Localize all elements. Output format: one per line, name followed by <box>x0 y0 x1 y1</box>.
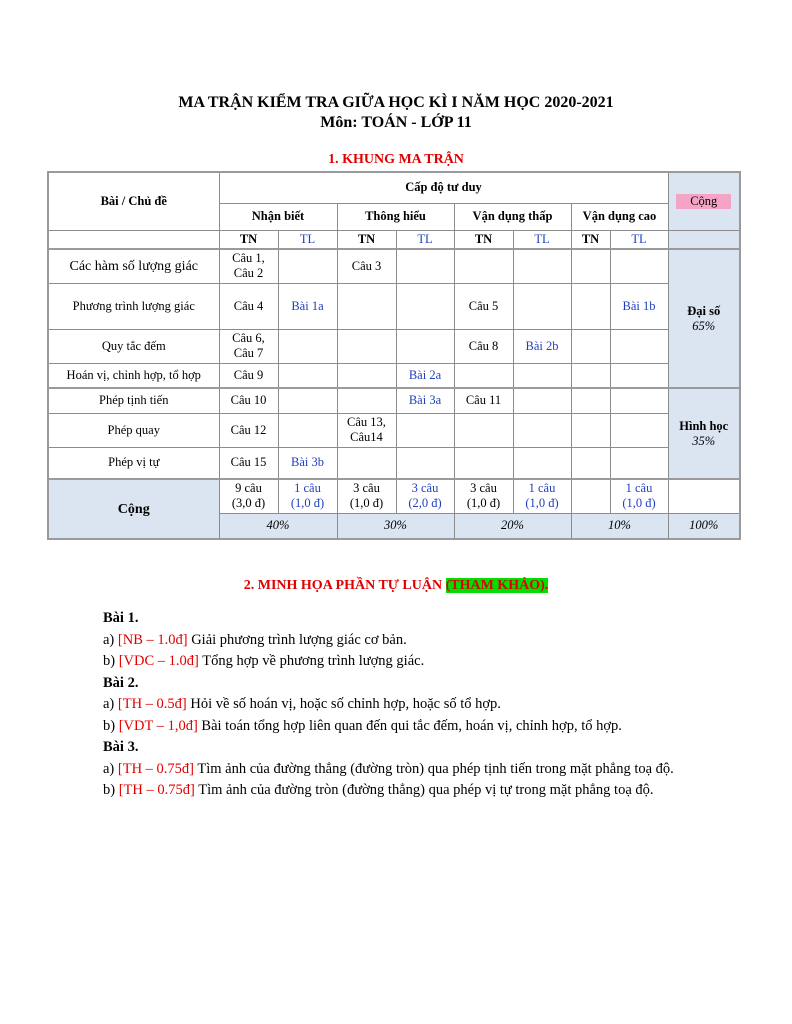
percent-total: 100% <box>668 513 740 539</box>
cell-th-tl <box>396 249 454 283</box>
cell-nb-tn: Câu 6, Câu 7 <box>219 329 278 363</box>
section2-title <box>0 578 792 594</box>
topic-cell: Quy tắc đếm <box>48 329 219 363</box>
score-tag: [VDT – 1,0đ] <box>118 717 198 734</box>
cell-vdt-tl <box>513 413 571 447</box>
document-title: MA TRẬN KIỂM TRA GIỮA HỌC KÌ I NĂM HỌC 2020-2021 <box>178 94 614 111</box>
topic-cell: Phép quay <box>48 413 219 447</box>
group-name: Hình học <box>679 418 729 433</box>
percent-th: 30% <box>337 513 454 539</box>
score-tag: [TH – 0.75đ] <box>118 782 195 798</box>
document-subtitle: Môn: TOÁN - LỚP 11 <box>320 114 472 131</box>
essay-item: b) [TH – 0.75đ] Tìm ảnh của đường tròn (đường thẳng) qua phép vị tự trong mặt phẳng toạ độ. <box>103 782 654 798</box>
cell-vdt-tl <box>513 388 571 413</box>
essay-item: a) [TH – 0.75đ] Tìm ảnh của đường thẳng (đường tròn) qua phép tịnh tiến trong mặt phẳng toạ độ. <box>103 760 674 777</box>
essay-heading: Bài 3. <box>103 739 139 755</box>
header-tl: TL <box>610 230 668 249</box>
total-th-tl: 3 câu (2,0 đ) <box>396 479 454 513</box>
cell-nb-tl: Bài 3b <box>278 447 337 479</box>
cell-vdt-tl <box>513 249 571 283</box>
cell-nb-tn: Câu 10 <box>219 388 278 413</box>
essay-item: b) [VDT – 1,0đ] Bài toán tổng hợp liên quan đến qui tắc đếm, hoán vị, chỉnh hợp, tổ hợp. <box>103 717 622 734</box>
cell-vdc-tl <box>610 413 668 447</box>
cell-nb-tn: Câu 4 <box>219 283 278 329</box>
cell-th-tl: Bài 3a <box>396 388 454 413</box>
cell-vdc-tl: Bài 1b <box>610 283 668 329</box>
cell-th-tn <box>337 363 396 388</box>
table-row <box>48 329 740 363</box>
cell-vdc-tn <box>571 283 610 329</box>
header-tn: TN <box>454 230 513 249</box>
topic-cell: Phương trình lượng giác <box>48 283 219 329</box>
topic-cell: Các hàm số lượng giác <box>48 249 219 283</box>
cell-vdt-tn <box>454 413 513 447</box>
header-level: Cấp độ tư duy <box>219 172 668 203</box>
header-tl: TL <box>278 230 337 249</box>
header-tn: TN <box>571 230 610 249</box>
header-tl: TL <box>513 230 571 249</box>
cell-nb-tl <box>278 329 337 363</box>
header-total: Cộng <box>668 172 740 230</box>
group-algebra <box>668 249 740 388</box>
score-tag: [VDC – 1.0đ] <box>118 653 199 669</box>
essay-heading: Bài 1. <box>103 610 139 626</box>
total-vdt-tn: 3 câu (1,0 đ) <box>454 479 513 513</box>
header-level-th: Thông hiểu <box>337 203 454 230</box>
cell-vdt-tn <box>454 249 513 283</box>
section2-title-text: 2. MINH HỌA PHẦN TỰ LUẬN <box>243 578 446 593</box>
total-vdc-tl: 1 câu (1,0 đ) <box>610 479 668 513</box>
cell-vdt-tn <box>454 447 513 479</box>
cell-nb-tn: Câu 1, Câu 2 <box>219 249 278 283</box>
score-tag: [TH – 0.5đ] <box>117 696 187 712</box>
table-row <box>48 413 740 447</box>
score-tag: [NB – 1.0đ] <box>117 631 188 648</box>
cell-th-tl: Bài 2a <box>396 363 454 388</box>
table-row <box>48 388 740 413</box>
essay-item: a) [NB – 1.0đ] Giải phương trình lượng giác cơ bản. <box>103 631 407 648</box>
section1-title: 1. KHUNG MA TRẬN <box>328 152 464 167</box>
cell-nb-tl <box>278 249 337 283</box>
cell-nb-tl: Bài 1a <box>278 283 337 329</box>
total-nb-tn: 9 câu (3,0 đ) <box>219 479 278 513</box>
cell-vdc-tn <box>571 447 610 479</box>
table-row <box>48 249 740 283</box>
cell-vdc-tn <box>571 388 610 413</box>
total-vdc-tn <box>571 479 610 513</box>
header-tn: TN <box>219 230 278 249</box>
essay-outline <box>103 608 763 802</box>
header-topic: Bài / Chủ đề <box>48 172 219 230</box>
table-row <box>48 447 740 479</box>
cell-vdc-tn <box>571 363 610 388</box>
cell-th-tl <box>396 283 454 329</box>
cell-th-tn <box>337 283 396 329</box>
header-blank <box>668 230 740 249</box>
cell-nb-tl <box>278 413 337 447</box>
cell-vdt-tl: Bài 2b <box>513 329 571 363</box>
cell-nb-tl <box>278 388 337 413</box>
total-blank <box>668 479 740 513</box>
section2-highlight: (THAM KHẢO). <box>445 578 549 593</box>
cell-th-tl <box>396 413 454 447</box>
table-row <box>48 363 740 388</box>
cell-vdt-tn: Câu 11 <box>454 388 513 413</box>
cell-vdc-tn <box>571 413 610 447</box>
cell-nb-tl <box>278 363 337 388</box>
group-name: Đại số <box>687 303 721 318</box>
cell-th-tn: Câu 13, Câu14 <box>337 413 396 447</box>
score-tag: [TH – 0.75đ] <box>117 760 195 777</box>
group-percent: 65% <box>692 318 716 333</box>
cell-vdt-tl <box>513 363 571 388</box>
header-blank <box>48 230 219 249</box>
cell-th-tn <box>337 329 396 363</box>
cell-vdc-tn <box>571 329 610 363</box>
cell-vdc-tl <box>610 363 668 388</box>
total-label: Cộng <box>48 479 219 539</box>
cell-th-tl <box>396 447 454 479</box>
cell-nb-tn: Câu 9 <box>219 363 278 388</box>
total-th-tn: 3 câu (1,0 đ) <box>337 479 396 513</box>
cell-vdc-tl <box>610 249 668 283</box>
cell-th-tn: Câu 3 <box>337 249 396 283</box>
topic-cell: Phép tịnh tiến <box>48 388 219 413</box>
cell-vdc-tn <box>571 249 610 283</box>
cell-nb-tn: Câu 15 <box>219 447 278 479</box>
cell-th-tn <box>337 388 396 413</box>
cell-th-tl <box>396 329 454 363</box>
percent-vdt: 20% <box>454 513 571 539</box>
table-row <box>48 283 740 329</box>
cell-vdt-tl <box>513 283 571 329</box>
cell-vdc-tl <box>610 388 668 413</box>
cell-vdc-tl <box>610 447 668 479</box>
group-geometry <box>668 388 740 479</box>
header-level-vdt: Vận dụng thấp <box>454 203 571 230</box>
cell-vdt-tn: Câu 5 <box>454 283 513 329</box>
essay-item: a) [TH – 0.5đ] Hỏi về số hoán vị, hoặc số chỉnh hợp, hoặc số tổ hợp. <box>103 696 501 712</box>
topic-cell: Phép vị tự <box>48 447 219 479</box>
essay-heading: Bài 2. <box>103 674 139 691</box>
total-nb-tl: 1 câu (1,0 đ) <box>278 479 337 513</box>
group-percent: 35% <box>692 433 716 448</box>
cell-nb-tn: Câu 12 <box>219 413 278 447</box>
header-level-vdc: Vận dụng cao <box>571 203 668 230</box>
cell-vdt-tn: Câu 8 <box>454 329 513 363</box>
percent-vdc: 10% <box>571 513 668 539</box>
matrix-table <box>47 171 741 540</box>
header-tl: TL <box>396 230 454 249</box>
cell-vdt-tl <box>513 447 571 479</box>
cell-vdt-tn <box>454 363 513 388</box>
total-vdt-tl: 1 câu (1,0 đ) <box>513 479 571 513</box>
essay-item: b) [VDC – 1.0đ] Tổng hợp về phương trình lượng giác. <box>103 653 425 669</box>
topic-cell: Hoán vị, chỉnh hợp, tổ hợp <box>48 363 219 388</box>
cell-th-tn <box>337 447 396 479</box>
header-level-nb: Nhận biết <box>219 203 337 230</box>
header-tn: TN <box>337 230 396 249</box>
totals-row <box>48 479 740 513</box>
percent-nb: 40% <box>219 513 337 539</box>
cell-vdc-tl <box>610 329 668 363</box>
